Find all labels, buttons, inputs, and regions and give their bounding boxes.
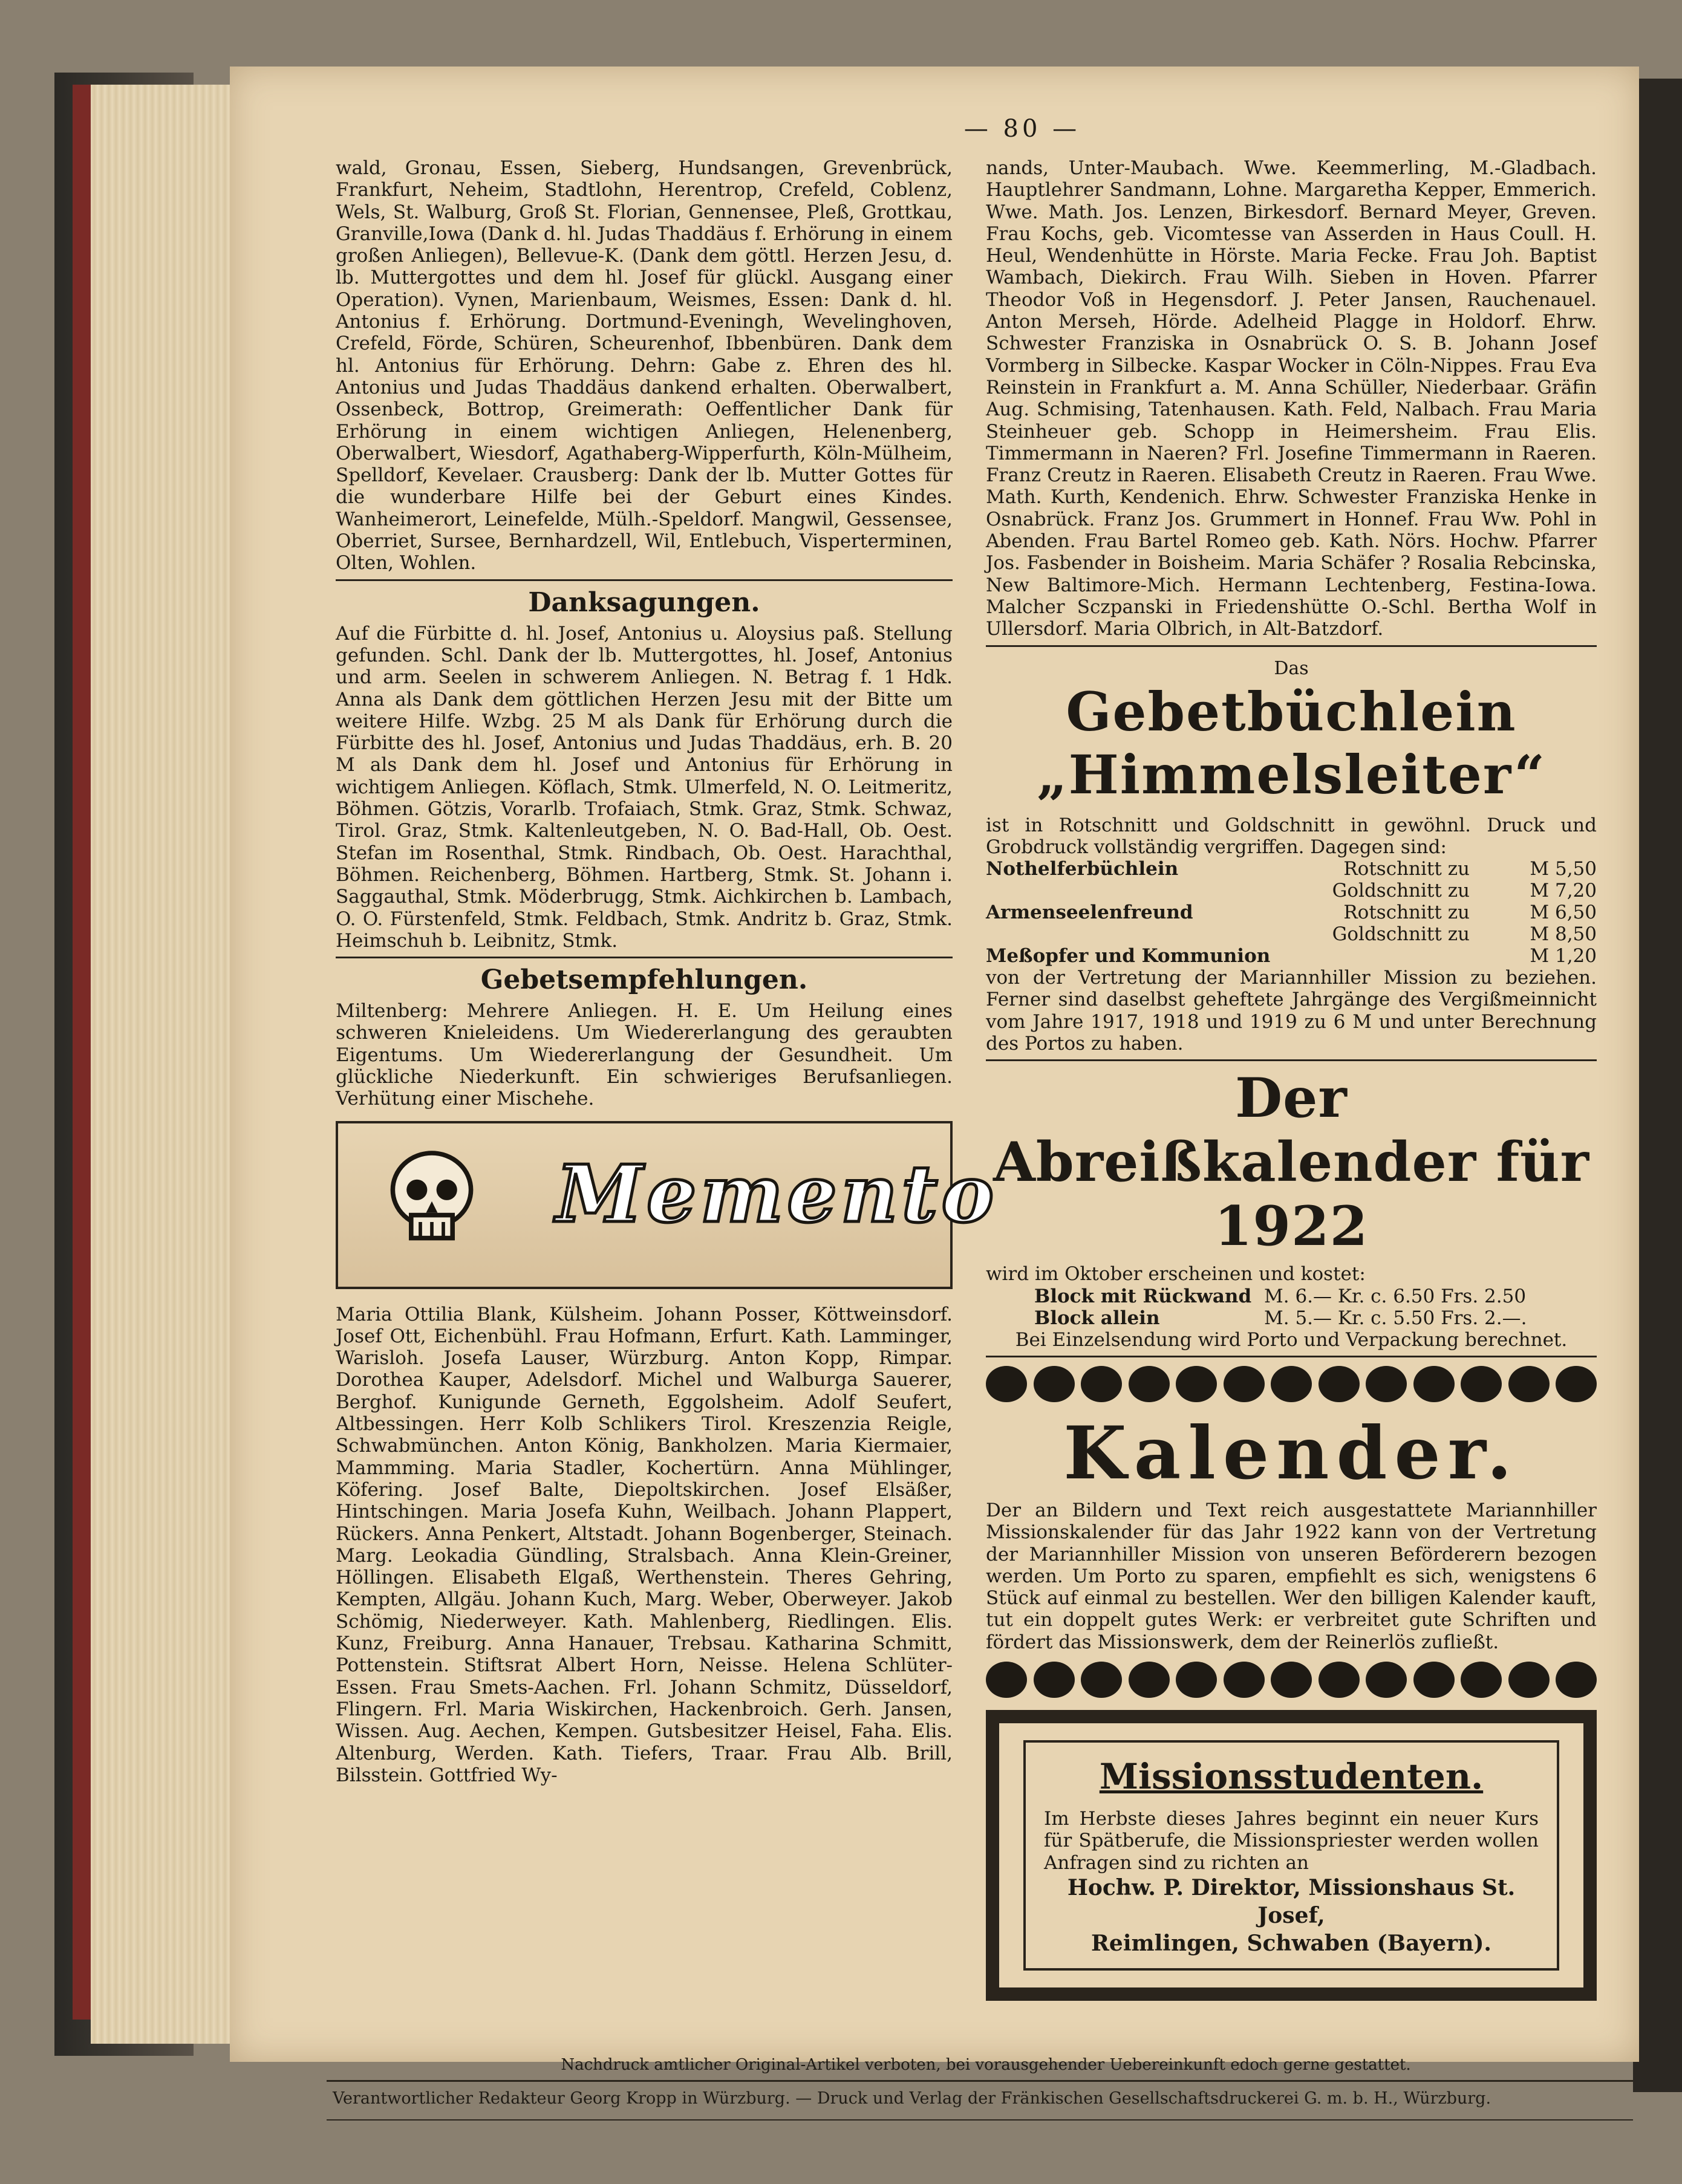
block-name: Block allein	[1034, 1307, 1160, 1329]
missionsstudenten-text: Im Herbste dieses Jahres beginnt ein neuer Kurs für Spätberufe, die Missionspriester werden wollen Anfragen sind zu richten an	[1044, 1807, 1539, 1874]
dot-ornament	[1271, 1662, 1312, 1698]
missionsstudenten-title: Missionsstudenten.	[1099, 1755, 1484, 1797]
dot-ornament	[986, 1662, 1027, 1698]
right-column	[986, 157, 1597, 2001]
memento-banner	[336, 1121, 998, 1289]
dot-ornament	[1508, 1662, 1550, 1698]
dot-ornament	[1556, 1662, 1597, 1698]
dot-ornament	[1224, 1366, 1265, 1402]
dot-ornament	[1224, 1662, 1265, 1698]
price-item-desc: Goldschnitt zu	[1332, 880, 1470, 902]
decorative-dots-bottom	[986, 1662, 1597, 1698]
block-price-row	[986, 1307, 1597, 1329]
price-item-value: M 8,50	[1530, 923, 1597, 946]
dot-ornament	[1461, 1662, 1502, 1698]
dot-ornament	[1034, 1366, 1075, 1402]
memento-title: Memento	[556, 1147, 998, 1240]
right-page-edge	[1633, 79, 1682, 2092]
danksagungen-text: Auf die Fürbitte d. hl. Josef, Antonius u. Aloysius paß. Stellung gefunden. Schl. Dank der lb. Muttergottes, hl. Josef, Antonius und arm. Seelen in schwerem Anliegen. N. Betrag f. 1 Hdk. Anna als Dank dem göttlichen Herzen Jesu mit der Bitte um weitere Hilfe. Wzbg. 25 M als Dank für Erhörung durch die Fürbitte des hl. Josef, Antonius und Judas Thaddäus, erh. B. 20 M als Dank dem hl. Josef und Antonius für Erhörung in wichtigem Anliegen. Köflach, Stmk. Ulmerfeld, N. O. Leitmeritz, Böhmen. Götzis, Vorarlb. Trofaiach, Stmk. Graz, Stmk. Schwaz, Tirol. Graz, Stmk. Kaltenleutgeben, N. O. Bad-Hall, Ob. Oest. Stefan im Rosenthal, Stmk. Rindbach, Ob. Oest. Harachthal, Böhmen. Reichenberg, Böhmen. Hartberg, Stmk. St. Johann i. Saggauthal, Stmk. Möderbrugg, Stmk. Aichkirchen b. Lambach, O. O. Fürstenfeld, Stmk. Feldbach, Stmk. Andritz b. Graz, Stmk. Heimschuh b. Leibnitz, Stmk.	[336, 622, 953, 952]
dot-ornament	[1271, 1366, 1312, 1402]
price-row	[986, 923, 1597, 945]
missionsstudenten-address	[1044, 1874, 1539, 1957]
dot-ornament	[1081, 1662, 1122, 1698]
abreisskalender-text: wird im Oktober erscheinen und kostet:	[986, 1263, 1366, 1285]
dot-ornament	[1129, 1662, 1170, 1698]
footer-rule	[327, 2080, 1633, 2082]
dot-ornament	[1366, 1366, 1407, 1402]
dot-ornament	[1081, 1366, 1122, 1402]
dot-ornament	[1129, 1366, 1170, 1402]
price-item-desc	[1300, 945, 1482, 967]
price-row	[986, 902, 1597, 923]
divider	[336, 579, 953, 581]
gebetbuechlein-footer: von der Vertretung der Mariannhiller Mission zu beziehen. Ferner sind daselbst geheftete Jahrgänge des Vergißmeinnicht vom Jahre 1917, 1918 und 1919 zu 6 M und unter Berechnung des Portos zu haben.	[986, 967, 1597, 1055]
address-line-2: Reimlingen, Schwaben (Bayern).	[1091, 1930, 1491, 1956]
page-number: — 80 —	[963, 115, 1081, 143]
dot-ornament	[1366, 1662, 1407, 1698]
price-item-name	[986, 880, 1300, 902]
gebetsempfehlungen-text: Miltenberg: Mehrere Anliegen. H. E. Um Heilung eines schweren Knieleidens. Um Wiedererlangung des geraubten Eigentums. Um Wiedererlangung der Gesundheit. Um glückliche Niederkunft. Ein schwieriges Berufsanliegen. Verhütung einer Mischehe.	[336, 1000, 953, 1110]
dot-ornament	[1413, 1662, 1455, 1698]
right-intro-paragraph: nands, Unter-Maubach. Wwe. Keemmerling, M.-Gladbach. Hauptlehrer Sandmann, Lohne. Margaretha Kepper, Emmerich. Wwe. Math. Jos. Lenzen, Birkesdorf. Bernard Meyer, Greven. Frau Kochs, geb. Vicomtesse van Asserden in Haus Coull. H. Heul, Wendenhütte in Hörste. Maria Fecke. Frau Joh. Baptist Wambach, Diekirch. Frau Wilh. Sieben in Hoven. Pfarrer Theodor Voß in Hegensdorf. J. Peter Jansen, Rauchenauel. Anton Merseh, Hörde. Adelheid Plagge in Holdorf. Ehrw. Schwester Franziska in Osnabrück O. S. B. Johann Josef Vormberg in Silbecke. Kaspar Wocker in Cöln-Nippes. Frau Eva Reinstein in Frankfurt a. M. Anna Schüller, Niederbaar. Gräfin Aug. Schmising, Tatenhausen. Kath. Feld, Nalbach. Frau Maria Steinheuer geb. Schopp in Heimersheim. Frau Elis. Timmermann in Naeren? Frl. Josefine Timmermann in Raeren. Franz Creutz in Raeren. Elisabeth Creutz in Raeren. Frau Wwe. Math. Kurth, Kendenich. Ehrw. Schwester Franziska Henke in Osnabrück. Franz Jos. Grummert in Honnef. Frau Ww. Pohl in Abenden. Frau Bartel Romeo geb. Kath. Nörs. Hochw. Pfarrer Jos. Fasbender in Boisheim. Maria Schäfer ? Rosalia Rebcinska, New Baltimore-Mich. Hermann Lechtenberg, Festina-Iowa. Malcher Sczpanski in Friedenshütte O.-Schl. Bertha Wolf in Ullersdorf. Maria Olbrich, in Alt-Batzdorf.	[986, 157, 1597, 640]
kalender-text: Der an Bildern und Text reich ausgestattete Mariannhiller Missionskalender für das Jahr 1922 kann von der Vertretung der Mariannhiller Mission von unseren Beförderern bezogen werden. Um Porto zu sparen, empfiehlt es sich, wenigstens 6 Stück auf einmal zu bestellen. Wer den billigen Kalender kauft, tut ein doppelt gutes Werk: er verbreitet gute Schriften und fördert das Missionswerk, dem der Reinerlös zufließt.	[986, 1499, 1597, 1653]
footer-rule	[327, 2119, 1633, 2121]
block-price-row	[986, 1285, 1597, 1307]
price-row	[986, 858, 1597, 880]
abreisskalender-title: Der Abreißkalender für 1922	[993, 1066, 1590, 1259]
gebetsempfehlungen-heading: Gebetsempfehlungen.	[480, 964, 808, 996]
skull-icon	[374, 1142, 489, 1256]
divider	[986, 645, 1597, 647]
missionsstudenten-inner	[1023, 1740, 1559, 1971]
price-item-name	[986, 923, 1300, 945]
dot-ornament	[1176, 1366, 1217, 1402]
das-label: Das	[1274, 657, 1309, 679]
price-row	[986, 945, 1597, 967]
block-name: Block mit Rückwand	[1034, 1285, 1252, 1307]
dot-ornament	[1508, 1366, 1550, 1402]
price-item-value: M 1,20	[1530, 945, 1597, 967]
danksagungen-heading: Danksagungen.	[528, 587, 760, 618]
divider	[336, 957, 953, 958]
footer-notice: Nachdruck amtlicher Original-Artikel verboten, bei vorausgehender Uebereinkunft edoch gerne gestattet.	[561, 2056, 1411, 2074]
address-line-1: Hochw. P. Direktor, Missionshaus St. Josef,	[1067, 1874, 1516, 1928]
memento-text: Maria Ottilia Blank, Külsheim. Johann Posser, Köttweinsdorf. Josef Ott, Eichenbühl. Frau Hofmann, Erfurt. Kath. Lamminger, Warisloh. Josefa Lauser, Würzburg. Anton Kopp, Rimpar. Dorothea Kauper, Adelsdorf. Michel und Walburga Sauerer, Berghof. Kunigunde Gerneth, Eggolsheim. Adolf Seufert, Altbessingen. Herr Kolb Schlikers Tirol. Kreszenzia Reigle, Schwabmünchen. Anton König, Bankholzen. Maria Kiermaier, Mammming. Maria Stadler, Kochertürn. Anna Mühlinger, Köfering. Josef Balte, Diepoltskirchen. Josef Elsäßer, Hintschingen. Maria Josefa Kuhn, Weilbach. Johann Plappert, Rückers. Anna Penkert, Altstadt. Johann Bogenberger, Steinach. Marg. Leokadia Gündling, Stralsbach. Anna Klein-Greiner, Höllingen. Elisabeth Elgaß, Werthenstein. Theres Gehring, Kempten, Allgäu. Johann Kuch, Marg. Weber, Oberweyer. Jakob Schömig, Niederweyer. Kath. Mahlenberg, Riedlingen. Elis. Kunz, Freiburg. Anna Hanauer, Trebsau. Katharina Schmitt, Pottenstein. Stiftsrat Albert Horn, Neisse. Helena Schlüter-Essen. Frau Smets-Aachen. Frl. Johann Schmitz, Düsseldorf, Flingern. Frl. Maria Wiskirchen, Hackenbroich. Gerh. Jansen, Wissen. Aug. Aechen, Kempen. Gutsbesitzer Heisel, Faha. Elis. Altenburg, Werden. Kath. Tiefers, Traar. Frau Alb. Brill, Bilsstein. Gottfried Wy-	[336, 1303, 953, 1786]
price-item-value: M 5,50	[1530, 858, 1597, 880]
price-item-desc: Goldschnitt zu	[1332, 923, 1470, 946]
dot-ornament	[1319, 1366, 1360, 1402]
dot-ornament	[1034, 1662, 1075, 1698]
dot-ornament	[1461, 1366, 1502, 1402]
price-item-name: Meßopfer und Kommunion	[986, 945, 1271, 967]
left-intro-paragraph: wald, Gronau, Essen, Sieberg, Hundsangen, Grevenbrück, Frankfurt, Neheim, Stadtlohn, Herentrop, Crefeld, Coblenz, Wels, St. Walburg, Groß St. Florian, Gennensee, Pleß, Grottkau, Granville,Iowa (Dank d. hl. Judas Thaddäus f. Erhörung in einem großen Anliegen), Bellevue-K. (Dank dem göttl. Herzen Jesu, d. lb. Muttergottes und dem hl. Josef für glückl. Ausgang einer Operation). Vynen, Marienbaum, Weismes, Essen: Dank d. hl. Antonius f. Erhörung. Dortmund-Eveningh, Wevelinghoven, Crefeld, Förde, Schüren, Scheurenhof, Ibbenbüren. Dank dem hl. Antonius für Erhörung. Dehrn: Gabe z. Ehren des hl. Antonius und Judas Thaddäus dankend erhalten. Oberwalbert, Ossenbeck, Bottrop, Greimerath: Oeffentlicher Dank für Erhörung in einem wichtigen Anliegen, Helenenberg, Oberwalbert, Wiesdorf, Agathaberg-Wipperfurth, Köln-Mülheim, Spelldorf, Kevelaer. Crausberg: Dank der lb. Mutter Gottes für die wunderbare Hilfe bei der Geburt eines Kindes. Wanheimerort, Leinefelde, Mülh.-Speldorf. Mangwil, Gessensee, Oberriet, Sursee, Bernhardzell, Wil, Entlebuch, Visperterminen, Olten, Wohlen.	[336, 157, 953, 574]
dot-ornament	[1176, 1662, 1217, 1698]
block-value: M. 5.— Kr. c. 5.50 Frs. 2.—.	[1264, 1307, 1527, 1329]
kalender-title: Kalender.	[1063, 1410, 1519, 1496]
footer-imprint: Verantwortlicher Redakteur Georg Kropp in Würzburg. — Druck und Verlag der Fränkischen Gesellschaftsdruckerei G. m. b. H., Würzburg.	[333, 2089, 1491, 2108]
price-item-name: Armenseelenfreund	[986, 902, 1193, 924]
price-item-desc: Rotschnitt zu	[1343, 902, 1470, 924]
price-item-value: M 6,50	[1530, 902, 1597, 924]
newspaper-page	[230, 67, 1639, 2108]
dot-ornament	[986, 1366, 1027, 1402]
left-column	[336, 157, 998, 1786]
price-list	[986, 858, 1597, 967]
price-item-desc: Rotschnitt zu	[1343, 858, 1470, 880]
dot-ornament	[1556, 1366, 1597, 1402]
dot-ornament	[1319, 1662, 1360, 1698]
missionsstudenten-box	[986, 1710, 1597, 2001]
dot-ornament	[1413, 1366, 1455, 1402]
gebetbuechlein-text: ist in Rotschnitt und Goldschnitt in gewöhnl. Druck und Grobdruck vollständig vergriffen. Dagegen sind:	[986, 814, 1597, 858]
divider	[986, 1059, 1597, 1061]
divider	[986, 1356, 1597, 1357]
price-item-name: Nothelferbüchlein	[986, 858, 1179, 880]
block-value: M. 6.— Kr. c. 6.50 Frs. 2.50	[1264, 1285, 1527, 1307]
price-row	[986, 880, 1597, 902]
gebetbuechlein-title: Gebetbüchlein „Himmelsleiter“	[1036, 680, 1547, 806]
abreisskalender-footer: Bei Einzelsendung wird Porto und Verpackung berechnet.	[1015, 1328, 1568, 1351]
price-item-value: M 7,20	[1530, 880, 1597, 902]
decorative-dots-top	[986, 1366, 1597, 1402]
